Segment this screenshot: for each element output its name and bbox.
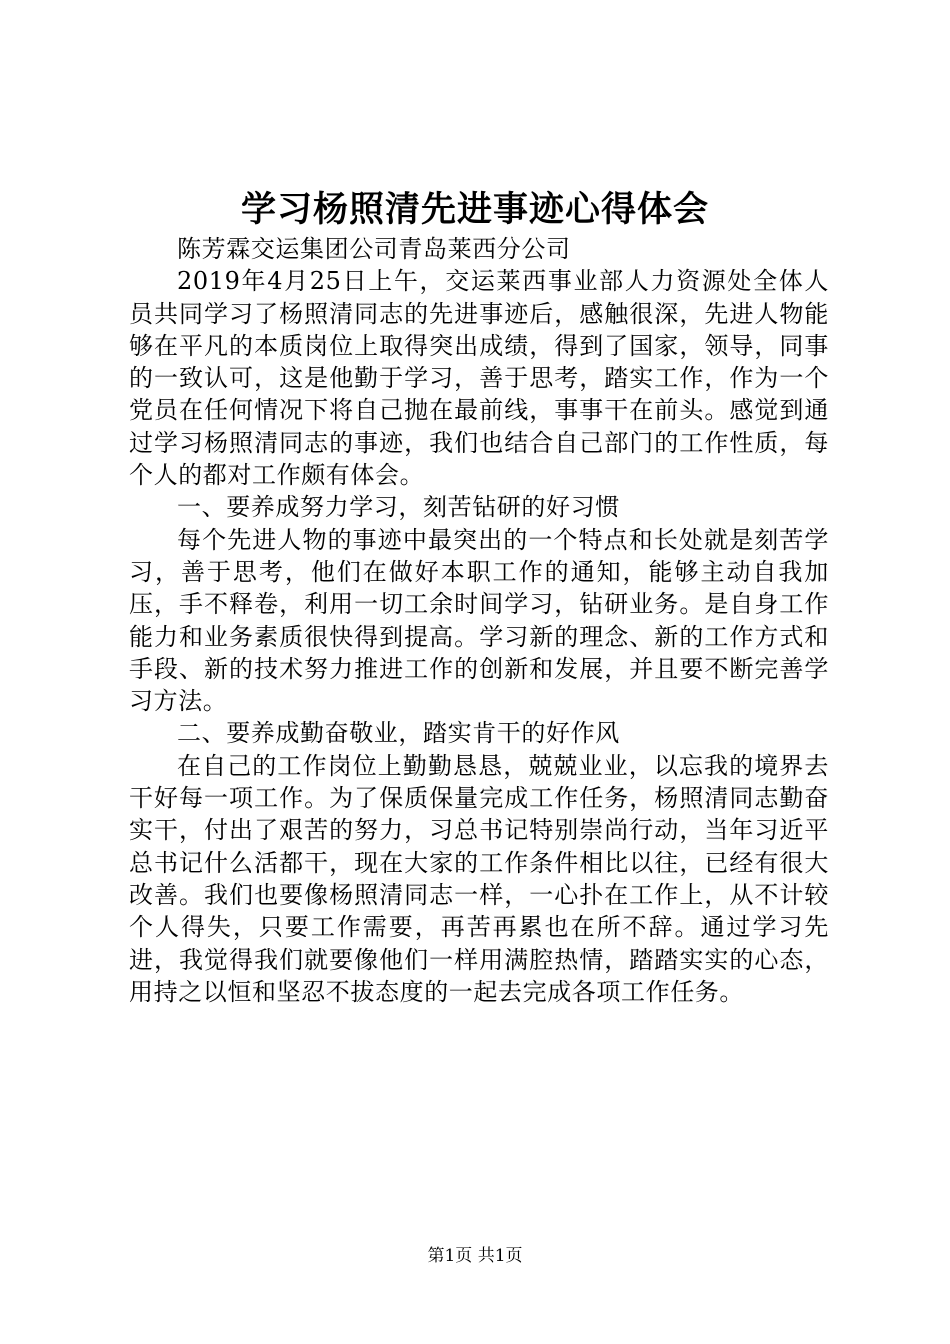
page-number-footer: 第1页 共1页 — [427, 1246, 523, 1266]
document-title: 学习杨照清先进事迹心得体会 — [240, 189, 709, 230]
author-line: 陈芳霖交运集团公司青岛莱西分公司 — [177, 235, 571, 263]
section-heading-2: 二、要养成勤奋敬业，踏实肯干的好作风 — [177, 719, 620, 748]
section-heading-1: 一、要养成努力学习，刻苦钻研的好习惯 — [177, 493, 620, 522]
paragraph-section-2: 在自己的工作岗位上勤勤恳恳，兢兢业业，以忘我的境界去干好每一项工作。为了保质保量完成工作任务，杨照清同志勤奋实干，付出了艰苦的努力，习总书记特别崇尚行动，当年习近平总书记什么活都干，现在大家的工作条件相比以往，已经有很大改善。我们也要像杨照清同志一样，一心扑在工作上，从不计较个人得失，只要工作需要，再苦再累也在所不辞。通过学习先进，我觉得我们就要像他们一样用满腔热情，踏踏实实的心态，用持之以恒和坚忍不拔态度的一起去完成各项工作任务。 — [129, 751, 829, 1006]
document-body — [129, 233, 829, 1008]
paragraph-intro: 2019年4月25日上午，交运莱西事业部人力资源处全体人员共同学习了杨照清同志的先进事迹后，感触很深，先进人物能够在平凡的本质岗位上取得突出成绩，得到了国家，领导，同事的一致认可，这是他勤于学习，善于思考，踏实工作，作为一个党员在任何情况下将自己抛在最前线，事事干在前头。感觉到通过学习杨照清同志的事迹，我们也结合自己部门的工作性质，每个人的都对工作颇有体会。 — [129, 267, 829, 490]
paragraph-section-1: 每个先进人物的事迹中最突出的一个特点和长处就是刻苦学习，善于思考，他们在做好本职工作的通知，能够主动自我加压，手不释卷，利用一切工余时间学习，钻研业务。是自身工作能力和业务素质很快得到提高。学习新的理念、新的工作方式和手段、新的技术努力推进工作的创新和发展，并且要不断完善学习方法。 — [129, 525, 829, 716]
